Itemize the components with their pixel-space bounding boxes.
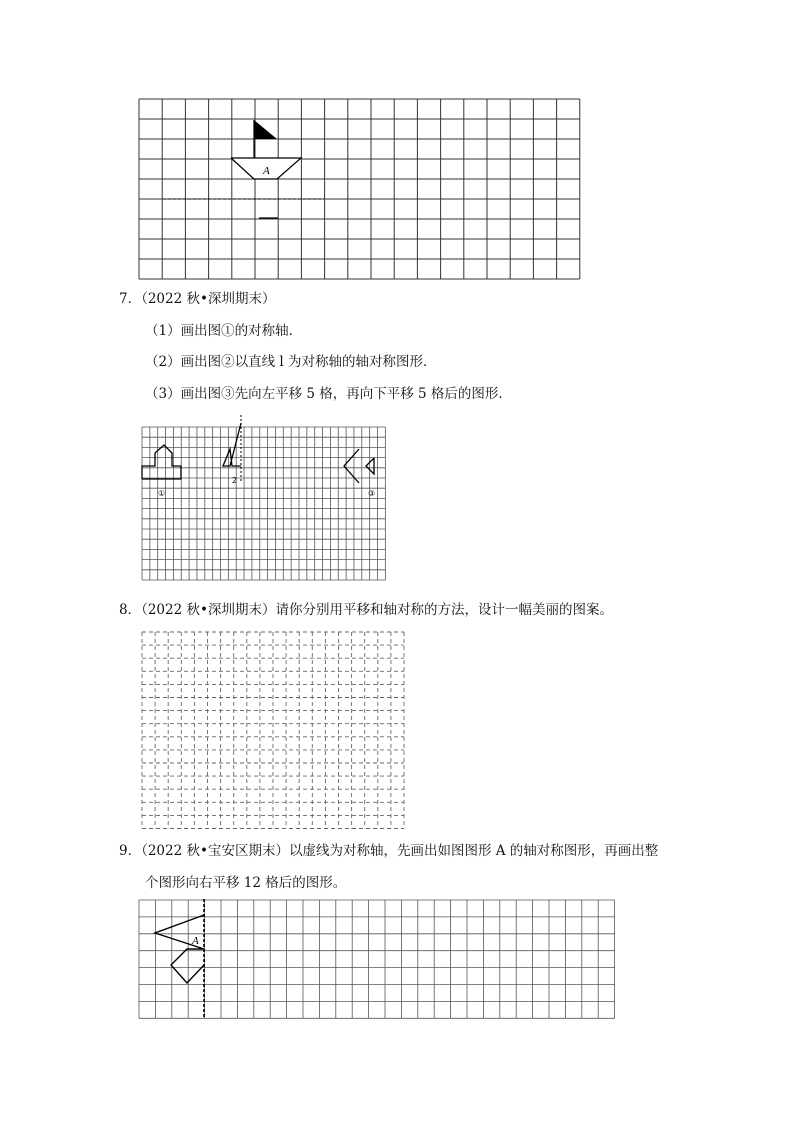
figure-a-shape [155,915,204,983]
q7-header: 7．（2022 秋•深圳期末） [119,291,276,307]
q7-part1: （1）画出图①的对称轴． [145,323,303,339]
flag-shape [254,120,277,139]
q8-text: 8．（2022 秋•深圳期末）请你分别用平移和轴对称的方法，设计一幅美丽的图案。 [119,602,613,618]
q7-part2: （2）画出图②以直线 l 为对称轴的轴对称图形． [145,354,437,370]
figure-1-shape [142,445,181,479]
q9-line2: 个图形向右平移 12 格后的图形。 [145,875,347,891]
top-grid-figure [138,98,581,279]
q9-line1: 9．（2022 秋•宝安区期末）以虚线为对称轴，先画出如图图形 A 的轴对称图形，再画出整 [119,843,659,859]
figure-2-shape [223,423,241,466]
q8-dashed-grid [141,631,404,829]
figure-2-marker: 2 [232,476,238,485]
figure-3-marker: ③ [368,489,376,498]
top-figure-label: A [263,165,270,177]
q9-grid-figure [138,899,614,1019]
q7-part3: （3）画出图③先向左平移 5 格，再向下平移 5 格后的图形． [145,386,512,402]
q7-grid-figure [141,413,391,585]
figure-a-label: A [192,935,199,947]
figure-1-marker: ① [158,489,166,498]
